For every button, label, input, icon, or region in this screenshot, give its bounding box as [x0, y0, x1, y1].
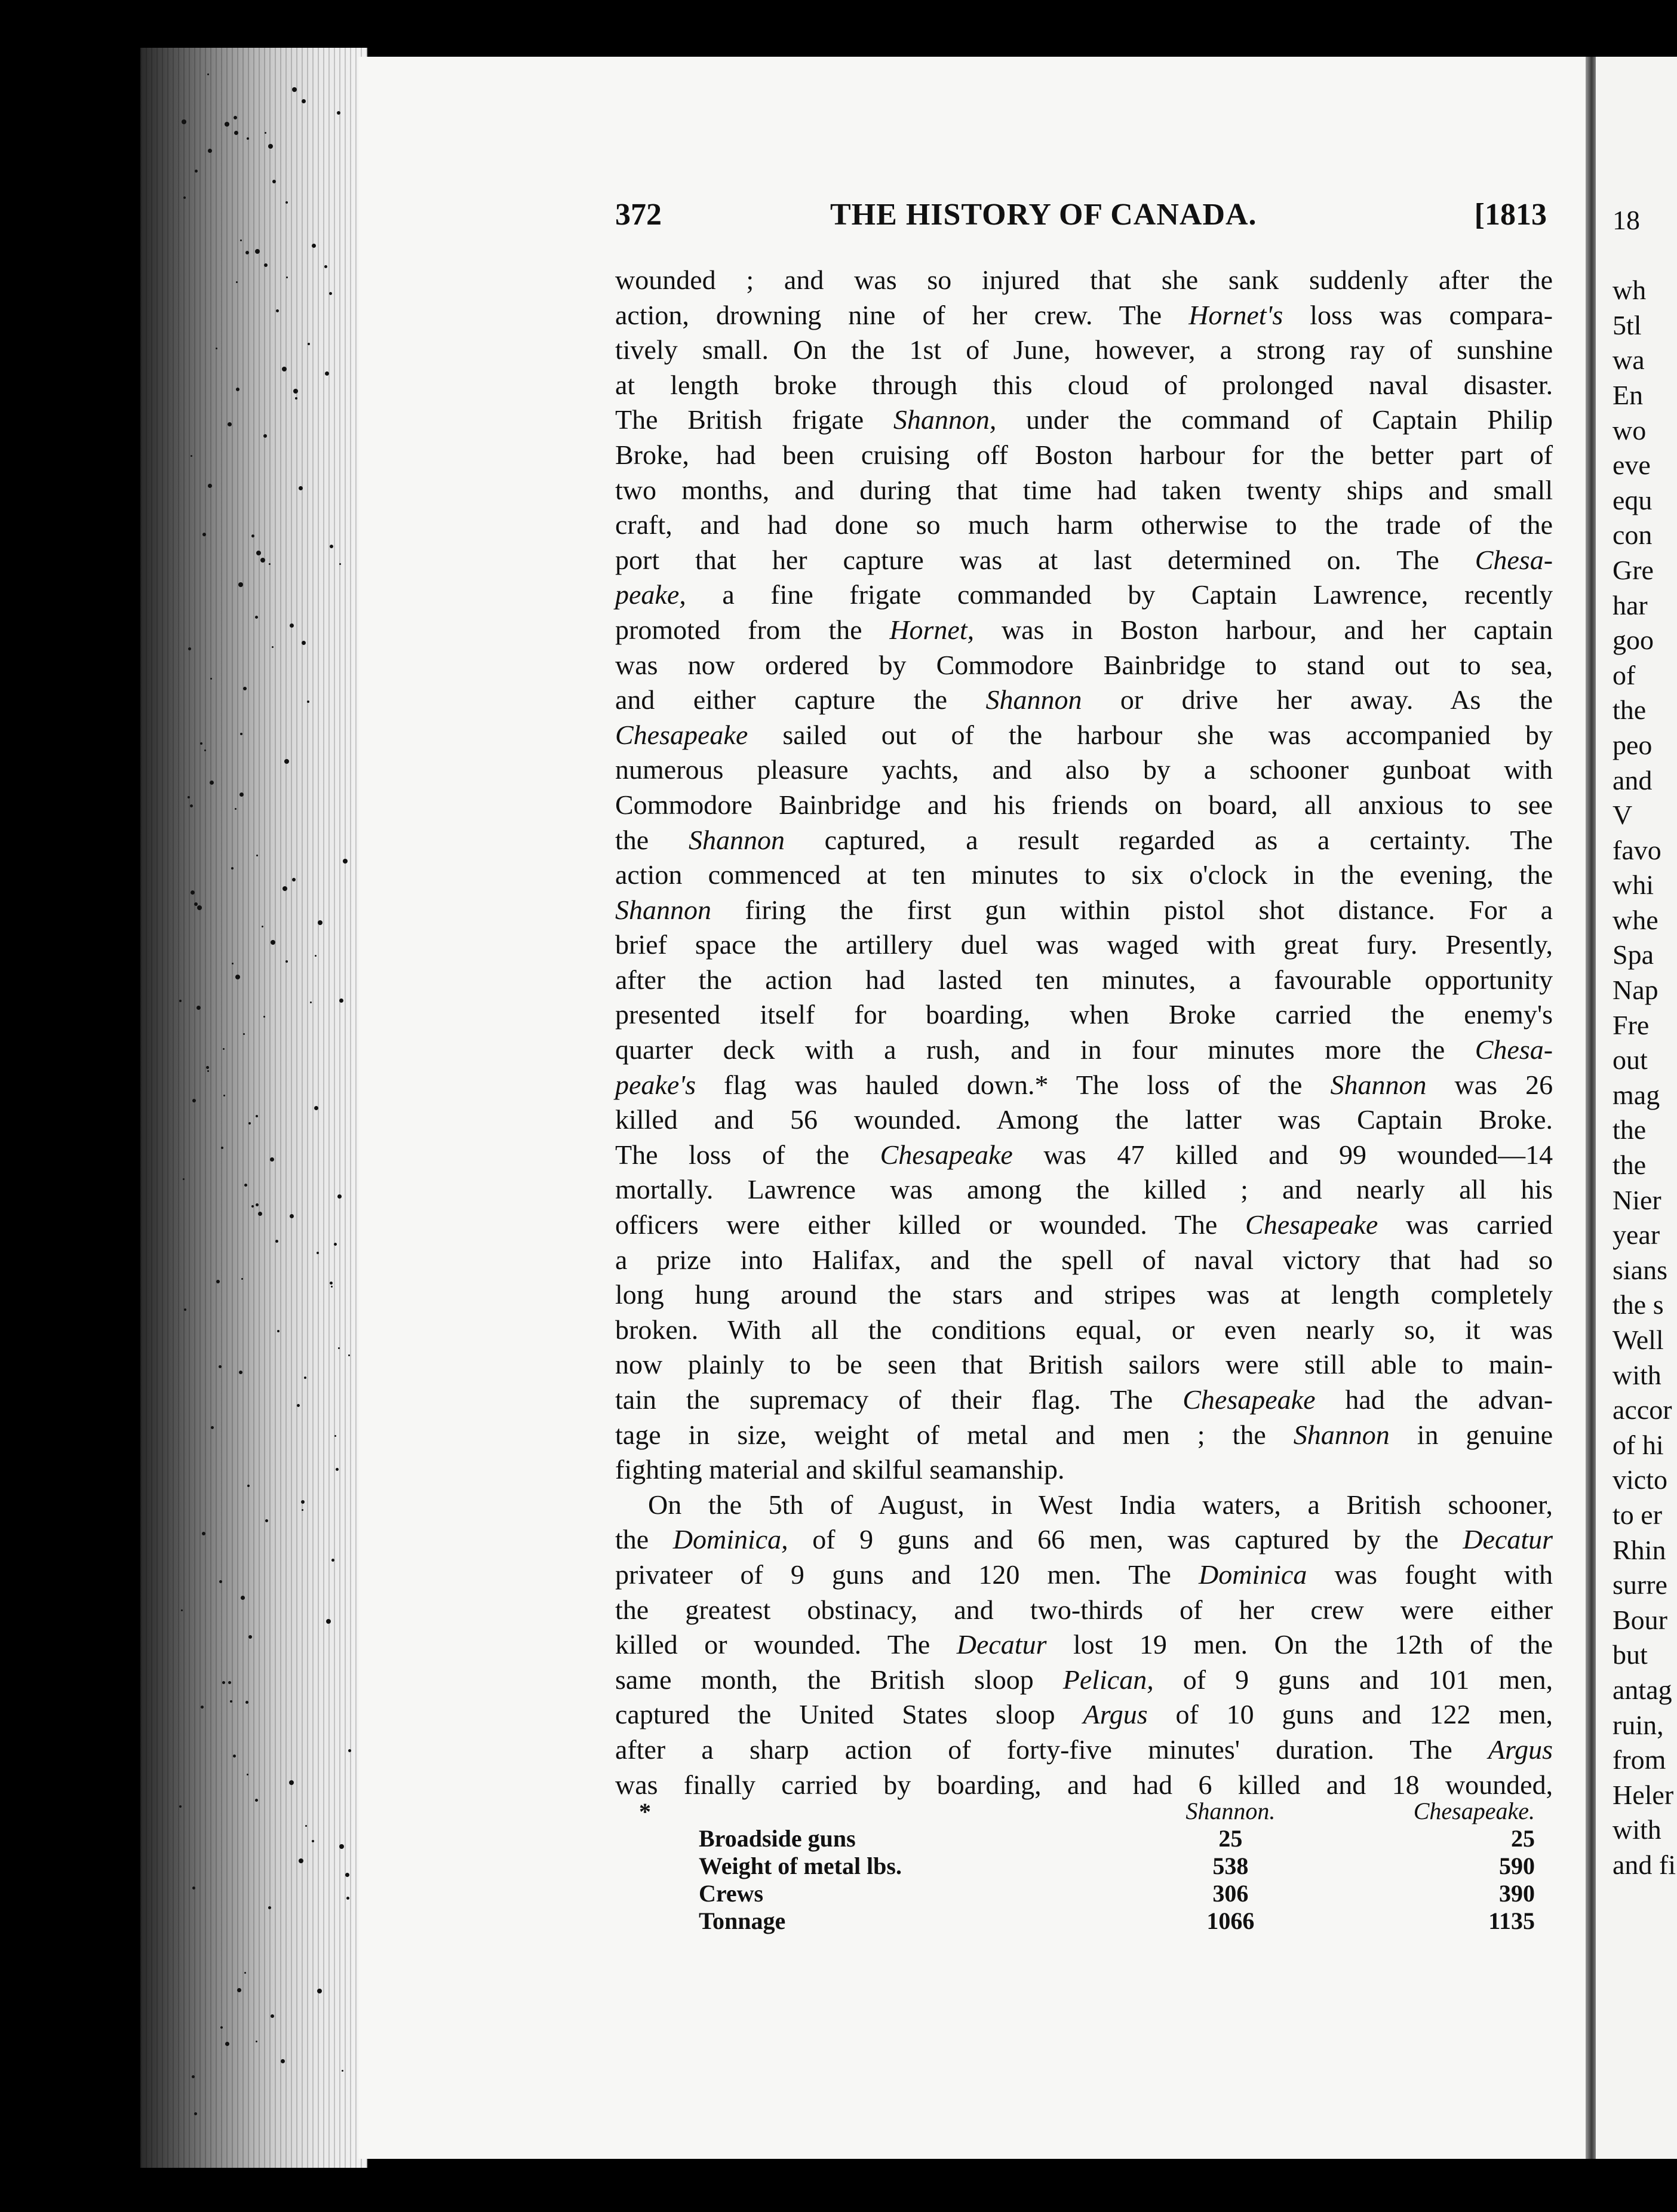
speck	[179, 1805, 182, 1808]
speck	[247, 1485, 250, 1487]
speck	[263, 434, 267, 438]
speck	[312, 1840, 314, 1842]
speck	[243, 687, 247, 690]
text-line: Commodore Bainbridge and his friends on board, all anxious to see	[615, 789, 1553, 820]
speck	[265, 1519, 268, 1522]
speck	[191, 890, 195, 895]
speck	[317, 1989, 322, 1993]
speck	[237, 1988, 241, 1992]
speck	[345, 1873, 349, 1877]
text-line: brief space the artillery duel was waged with great fury. Presently,	[615, 929, 1553, 960]
speck	[302, 99, 306, 103]
text-line: was finally carried by boarding, and had 6 killed and 18 wounded,	[615, 1769, 1553, 1800]
next-page-fragment: and	[1612, 764, 1653, 795]
next-page-fragment: victo	[1612, 1464, 1667, 1495]
column-header-chesapeake: Chesapeake.	[1413, 1798, 1535, 1824]
text-line: Chesapeake sailed out of the harbour she was accompanied by	[615, 719, 1553, 750]
next-page-fragment: Nap	[1612, 975, 1658, 1006]
speck	[207, 73, 209, 75]
next-page-fragment: En	[1612, 379, 1644, 410]
text-line: the greatest obstinacy, and two-thirds of her crew were either	[615, 1594, 1553, 1625]
speck	[204, 749, 206, 751]
text-line: at length broke through this cloud of prolonged naval disaster.	[615, 369, 1553, 400]
speck	[208, 484, 212, 488]
speck	[241, 1278, 243, 1280]
next-page-fragment: of	[1612, 659, 1636, 690]
speck	[325, 371, 329, 376]
text-line: On the 5th of August, in West India waters, a British schooner,	[648, 1489, 1553, 1520]
text-line: after the action had lasted ten minutes, a favourable opportunity	[615, 964, 1553, 995]
row-label: Crews	[699, 1880, 764, 1907]
speck	[230, 1700, 232, 1703]
speck	[302, 1509, 303, 1511]
speck	[260, 558, 265, 563]
chesapeake-value: 1135	[1488, 1907, 1535, 1934]
speck	[239, 1371, 242, 1374]
speck	[220, 2026, 223, 2029]
speck	[295, 397, 297, 400]
speck	[247, 137, 249, 140]
speck	[334, 1243, 337, 1246]
next-page-fragment: Gre	[1612, 554, 1654, 585]
next-page-fragment: Heler	[1612, 1779, 1674, 1810]
speck	[346, 1897, 349, 1900]
speck	[334, 1435, 336, 1437]
page-edge-lines	[140, 48, 367, 2168]
speck	[196, 1006, 201, 1010]
speck	[234, 116, 237, 119]
speck	[301, 1500, 305, 1504]
speck	[236, 281, 238, 283]
column-header-shannon: Shannon.	[1185, 1798, 1276, 1824]
speck	[208, 149, 212, 153]
body-text	[615, 263, 1553, 1802]
speck	[232, 963, 234, 964]
next-page-fragment: V	[1612, 800, 1633, 831]
speck	[290, 1214, 294, 1218]
speck	[207, 1070, 209, 1072]
text-line: two months, and during that time had taken twenty ships and small	[615, 474, 1553, 505]
speck	[282, 367, 287, 371]
speck	[272, 180, 276, 183]
next-page-fragment: goo	[1612, 625, 1654, 656]
text-line: action, drowning nine of her crew. The Hornet's loss was compara-	[615, 299, 1553, 330]
speck	[272, 646, 274, 648]
text-line: craft, and had done so much harm otherwise to the trade of the	[615, 509, 1553, 540]
speck	[329, 292, 332, 295]
text-line: officers were either killed or wounded. The Chesapeake was carried	[615, 1209, 1553, 1240]
text-line: numerous pleasure yachts, and also by a schooner gunboat with	[615, 754, 1553, 785]
speck	[339, 563, 341, 565]
next-page-fragment: Nier	[1612, 1184, 1661, 1215]
speck	[339, 1844, 344, 1849]
text-line: captured the United States sloop Argus of 10 guns and 122 men,	[615, 1699, 1553, 1730]
speck	[241, 1596, 245, 1600]
speck	[255, 1799, 258, 1802]
shannon-value: 306	[1212, 1880, 1249, 1907]
text-line: peake, a fine frigate commanded by Captain Lawrence, recently	[615, 579, 1553, 610]
speck	[183, 1178, 185, 1180]
speck	[245, 1701, 248, 1704]
speck	[314, 1106, 318, 1110]
text-line: wounded ; and was so injured that she sank suddenly after the	[615, 265, 1553, 295]
speck	[240, 239, 242, 241]
text-line: action commenced at ten minutes to six o'clock in the evening, the	[615, 859, 1553, 890]
speck	[243, 1033, 245, 1035]
text-line: and either capture the Shannon or drive her away. As the	[615, 684, 1553, 715]
speck	[239, 792, 244, 797]
speck	[262, 926, 263, 927]
speck	[337, 1194, 342, 1199]
speck	[219, 1365, 222, 1368]
next-page-fragment: surre	[1612, 1569, 1667, 1600]
speck	[190, 804, 193, 807]
text-line: fighting material and skilful seamanship.	[615, 1454, 1065, 1485]
speck	[339, 999, 343, 1003]
speck	[255, 249, 260, 254]
speck	[315, 955, 317, 957]
speck	[248, 1122, 251, 1125]
next-page-fragment: wa	[1612, 345, 1645, 376]
speck	[299, 486, 303, 490]
speck	[197, 905, 202, 910]
speck	[330, 1282, 333, 1285]
speck	[342, 2070, 343, 2072]
text-line: peake's flag was hauled down.* The loss of the Shannon was 26	[615, 1069, 1553, 1100]
speck	[256, 1203, 259, 1206]
speck	[331, 1286, 333, 1288]
speck	[292, 878, 296, 881]
speck	[194, 902, 198, 906]
text-line: killed and 56 wounded. Among the latter was Captain Broke.	[615, 1104, 1553, 1135]
footnote-marker: *	[639, 1798, 651, 1825]
speck	[188, 796, 190, 798]
speck	[336, 1468, 339, 1471]
speck	[271, 2014, 274, 2018]
speck	[248, 1635, 252, 1639]
shannon-value: 538	[1212, 1852, 1249, 1879]
speck	[337, 111, 340, 115]
next-page-fragment: the	[1612, 695, 1647, 726]
running-header	[615, 197, 1547, 239]
speck	[292, 87, 297, 92]
speck	[236, 388, 239, 391]
speck	[264, 263, 268, 267]
speck	[206, 1066, 209, 1069]
footnote-row	[699, 1852, 1535, 1880]
speck	[348, 1749, 351, 1752]
speck	[265, 132, 266, 134]
speck	[256, 2041, 257, 2042]
text-line: The British frigate Shannon, under the command of Captain Philip	[615, 404, 1553, 435]
speck	[231, 867, 234, 870]
next-page-fragment: accor	[1612, 1394, 1672, 1425]
text-line: privateer of 9 guns and 120 men. The Dominica was fought with	[615, 1559, 1553, 1590]
shannon-value: 1066	[1206, 1907, 1255, 1934]
text-line: same month, the British sloop Pelican, of 9 guns and 101 men,	[615, 1664, 1553, 1695]
text-line: after a sharp action of forty-five minutes' duration. The Argus	[615, 1734, 1553, 1765]
speck	[228, 422, 232, 426]
speck	[310, 1001, 312, 1003]
speck	[269, 563, 271, 565]
speck	[210, 781, 214, 785]
speck	[192, 1887, 195, 1890]
footnote-row	[699, 1825, 1535, 1852]
speck	[234, 131, 238, 135]
next-page-fragment: to er	[1612, 1499, 1663, 1530]
text-line: tage in size, weight of metal and men ; the Shannon in genuine	[615, 1419, 1553, 1450]
text-line: Shannon firing the first gun within pistol shot distance. For a	[615, 894, 1553, 925]
footnote-row	[699, 1907, 1535, 1935]
text-line: now plainly to be seen that British sailors were still able to main-	[615, 1349, 1553, 1380]
text-line: was now ordered by Commodore Bainbridge to stand out to sea,	[615, 649, 1553, 680]
speck	[247, 1774, 248, 1775]
chesapeake-value: 590	[1499, 1852, 1535, 1879]
text-line: Broke, had been cruising off Boston harbour for the better part of	[615, 439, 1553, 470]
text-line: The loss of the Chesapeake was 47 killed and 99 wounded—14	[615, 1139, 1553, 1170]
speck	[304, 1377, 306, 1379]
speck	[233, 1755, 236, 1758]
speck	[256, 551, 261, 555]
speck	[255, 616, 258, 619]
speck	[225, 2042, 229, 2046]
text-line: a prize into Halifax, and the spell of naval victory that had so	[615, 1244, 1553, 1275]
speck	[331, 1559, 334, 1562]
next-page-fragment: wh	[1612, 275, 1647, 306]
speck	[275, 1240, 278, 1243]
speck	[200, 742, 202, 745]
speck	[282, 886, 287, 891]
speck	[338, 1347, 340, 1349]
speck	[221, 1147, 223, 1149]
speck	[317, 1252, 319, 1254]
speck	[188, 647, 191, 650]
next-page-fragment: Fre	[1612, 1009, 1650, 1040]
speck	[286, 276, 288, 278]
speck	[223, 1048, 225, 1050]
chesapeake-value: 25	[1511, 1825, 1535, 1852]
next-page-fragment	[1612, 238, 1677, 274]
speck	[297, 1404, 300, 1407]
next-page-fragment: wo	[1612, 414, 1647, 446]
text-line: tively small. On the 1st of June, however, a strong ray of sunshine	[615, 334, 1553, 365]
speck	[277, 1330, 280, 1332]
next-page-fragment: the	[1612, 1114, 1647, 1145]
speck	[263, 1016, 265, 1018]
speck	[285, 201, 288, 204]
speck	[228, 1681, 231, 1684]
speck	[307, 701, 309, 703]
speck	[305, 1825, 307, 1827]
speck	[201, 1706, 204, 1709]
next-page-fragment: har	[1612, 589, 1648, 620]
next-page-fragment: and fi	[1612, 1849, 1676, 1880]
speck	[195, 170, 198, 173]
text-line: killed or wounded. The Decatur lost 19 men. On the 12th of the	[615, 1629, 1553, 1660]
speck	[192, 1099, 196, 1102]
speck	[244, 1184, 247, 1187]
text-line: the Shannon captured, a result regarded as a certainty. The	[615, 824, 1553, 855]
text-line: long hung around the stars and stripes was at length completely	[615, 1279, 1553, 1310]
footnote-table	[699, 1798, 1535, 1935]
text-line: broken. With all the conditions equal, or even nearly so, it was	[615, 1314, 1553, 1345]
text-line: presented itself for boarding, when Broke carried the enemy's	[615, 999, 1553, 1030]
speck	[235, 975, 240, 979]
speck	[268, 1906, 271, 1909]
speck	[184, 1308, 186, 1311]
text-line: promoted from the Hornet, was in Boston harbour, and her captain	[615, 614, 1553, 645]
speck	[256, 855, 258, 856]
row-label: Tonnage	[699, 1907, 786, 1934]
next-page-fragment: whi	[1612, 870, 1654, 901]
speck	[268, 144, 273, 149]
speck	[225, 122, 229, 127]
speck	[179, 1000, 182, 1002]
next-page-fragment: but	[1612, 1639, 1648, 1670]
speck	[284, 759, 289, 764]
speck	[219, 1580, 222, 1583]
speck	[194, 2112, 197, 2115]
speck	[289, 1780, 294, 1785]
speck	[251, 1205, 254, 1208]
speck	[235, 808, 236, 810]
speck	[192, 2075, 195, 2078]
speck	[245, 251, 249, 254]
speck	[312, 244, 316, 248]
next-page-fragment: Well	[1612, 1325, 1664, 1355]
speck	[216, 348, 217, 349]
speck	[181, 1609, 183, 1611]
speck	[330, 545, 333, 548]
speck	[191, 455, 192, 457]
speck	[324, 265, 327, 268]
next-page-fragment: with	[1612, 1814, 1661, 1845]
speck	[240, 733, 242, 735]
speck	[348, 1354, 350, 1356]
speck	[318, 920, 322, 925]
next-page-fragment: with	[1612, 1359, 1661, 1390]
next-page-fragment: year	[1612, 1219, 1660, 1251]
speck	[182, 119, 186, 124]
speck	[290, 623, 294, 628]
header-year: [1813	[1474, 198, 1547, 232]
speck	[251, 534, 254, 537]
speck	[202, 533, 206, 536]
speck	[223, 1095, 225, 1096]
speck	[256, 1115, 258, 1117]
chesapeake-value: 390	[1499, 1880, 1535, 1907]
next-page-fragment: out	[1612, 1044, 1648, 1076]
next-page-fragment: Bour	[1612, 1604, 1667, 1635]
text-line: port that her capture was at last determined on. The Chesa-	[615, 544, 1553, 575]
speck	[270, 1157, 274, 1162]
page-number: 372	[615, 198, 662, 232]
next-page-fragment: Rhin	[1612, 1534, 1666, 1565]
next-page-fragment: whe	[1612, 904, 1658, 935]
speck	[202, 1532, 205, 1535]
next-page-fragment: antag	[1612, 1674, 1672, 1705]
speck	[238, 582, 243, 587]
next-page-fragment: mag	[1612, 1079, 1660, 1110]
next-page-fragment: 18	[1612, 205, 1640, 235]
row-label: Broadside guns	[699, 1825, 856, 1852]
row-label: Weight of metal lbs.	[699, 1852, 902, 1879]
next-page-fragment: con	[1612, 520, 1653, 551]
next-page-fragment: Spa	[1612, 939, 1654, 970]
speck	[183, 196, 186, 199]
speck	[276, 309, 279, 312]
speck	[281, 2059, 285, 2063]
next-page-fragment: ruin,	[1612, 1709, 1664, 1740]
next-page-fragment: peo	[1612, 729, 1653, 760]
speck	[302, 641, 306, 645]
next-page-fragment: eve	[1612, 450, 1651, 481]
next-page-fragment: 5tl	[1612, 309, 1642, 340]
next-page-fragment: favo	[1612, 834, 1661, 865]
speck	[285, 960, 288, 963]
next-page-fragment: sians	[1612, 1254, 1667, 1285]
speck	[258, 1212, 262, 1216]
speck	[343, 859, 348, 864]
speck	[216, 1280, 220, 1283]
text-line: the Dominica, of 9 guns and 66 men, was captured by the Decatur	[615, 1524, 1553, 1555]
speck	[326, 1619, 331, 1624]
next-page-fragment: the	[1612, 1150, 1647, 1181]
speck	[222, 1681, 225, 1684]
next-page-fragment: equ	[1612, 484, 1653, 515]
text-line: tain the supremacy of their flag. The Chesapeake had the advan-	[615, 1384, 1553, 1415]
speck	[271, 940, 275, 945]
speck	[308, 343, 310, 345]
page-title: THE HISTORY OF CANADA.	[830, 198, 1257, 232]
speck	[210, 678, 212, 680]
next-page-fragment: the s	[1612, 1289, 1664, 1320]
next-page-fragment: of hi	[1612, 1429, 1664, 1460]
footnote-row	[699, 1880, 1535, 1907]
text-line: mortally. Lawrence was among the killed ; and nearly all his	[615, 1174, 1553, 1205]
speck	[293, 389, 298, 394]
speck	[244, 1972, 246, 1974]
speck	[211, 1426, 214, 1429]
shannon-value: 25	[1218, 1825, 1243, 1852]
speck	[299, 1858, 303, 1863]
text-line: quarter deck with a rush, and in four minutes more the Chesa-	[615, 1034, 1553, 1065]
next-page-fragment: from	[1612, 1744, 1666, 1775]
next-page-text	[1612, 203, 1677, 1883]
